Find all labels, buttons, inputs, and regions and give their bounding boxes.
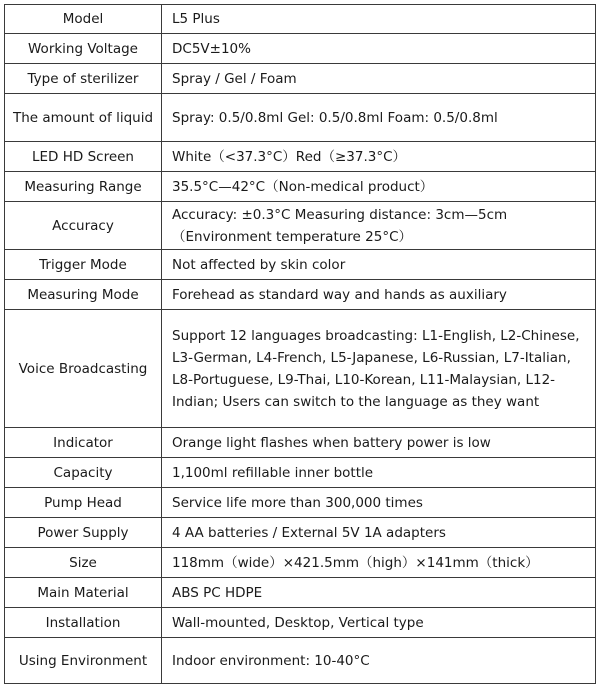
spec-value: Spray: 0.5/0.8ml Gel: 0.5/0.8ml Foam: 0.5/0.8ml (162, 94, 596, 142)
table-row (5, 310, 596, 428)
spec-value: 1,100ml refillable inner bottle (162, 458, 596, 488)
spec-value: L5 Plus (162, 5, 596, 34)
table-row (5, 458, 596, 488)
table-row (5, 202, 596, 250)
table-row (5, 34, 596, 64)
spec-label: Installation (5, 608, 162, 638)
spec-value: White（<37.3°C）Red（≥37.3°C） (162, 142, 596, 172)
table-row (5, 280, 596, 310)
spec-value: 4 AA batteries / External 5V 1A adapters (162, 518, 596, 548)
spec-label: Measuring Range (5, 172, 162, 202)
spec-value: Orange light flashes when battery power is low (162, 428, 596, 458)
spec-label: The amount of liquid (5, 94, 162, 142)
spec-label: Using Environment (5, 638, 162, 684)
table-row (5, 608, 596, 638)
spec-value: Not affected by skin color (162, 250, 596, 280)
spec-label: Indicator (5, 428, 162, 458)
table-row (5, 488, 596, 518)
spec-label: Power Supply (5, 518, 162, 548)
spec-label: Main Material (5, 578, 162, 608)
table-row (5, 548, 596, 578)
spec-label: Pump Head (5, 488, 162, 518)
table-row (5, 172, 596, 202)
spec-value: Spray / Gel / Foam (162, 64, 596, 94)
spec-table (4, 4, 596, 684)
spec-label: Trigger Mode (5, 250, 162, 280)
table-row (5, 250, 596, 280)
spec-value: Service life more than 300,000 times (162, 488, 596, 518)
spec-label: Size (5, 548, 162, 578)
table-row (5, 142, 596, 172)
spec-value: Forehead as standard way and hands as auxiliary (162, 280, 596, 310)
spec-label: Measuring Mode (5, 280, 162, 310)
spec-label: Voice Broadcasting (5, 310, 162, 428)
spec-label: Model (5, 5, 162, 34)
table-row (5, 578, 596, 608)
spec-value: ABS PC HDPE (162, 578, 596, 608)
spec-value: Support 12 languages broadcasting: L1-English, L2-Chinese, L3-German, L4-French, L5-Japanese, L6-Russian, L7-Italian, L8-Portuguese, L9-Thai, L10-Korean, L11-Malaysian, L12-Indian; Users can switch to the language as they want (162, 310, 596, 428)
table-row (5, 5, 596, 34)
table-row (5, 638, 596, 684)
table-row (5, 518, 596, 548)
spec-label: Working Voltage (5, 34, 162, 64)
spec-label: Accuracy (5, 202, 162, 250)
spec-value: 118mm（wide）×421.5mm（high）×141mm（thick） (162, 548, 596, 578)
table-row (5, 94, 596, 142)
spec-value: Accuracy: ±0.3°C Measuring distance: 3cm—5cm（Environment temperature 25°C） (162, 202, 596, 250)
spec-value: Indoor environment: 10-40°C (162, 638, 596, 684)
spec-value: Wall-mounted, Desktop, Vertical type (162, 608, 596, 638)
spec-value: 35.5°C—42°C（Non-medical product） (162, 172, 596, 202)
spec-label: LED HD Screen (5, 142, 162, 172)
spec-label: Type of sterilizer (5, 64, 162, 94)
spec-value: DC5V±10% (162, 34, 596, 64)
table-row (5, 64, 596, 94)
table-row (5, 428, 596, 458)
spec-label: Capacity (5, 458, 162, 488)
